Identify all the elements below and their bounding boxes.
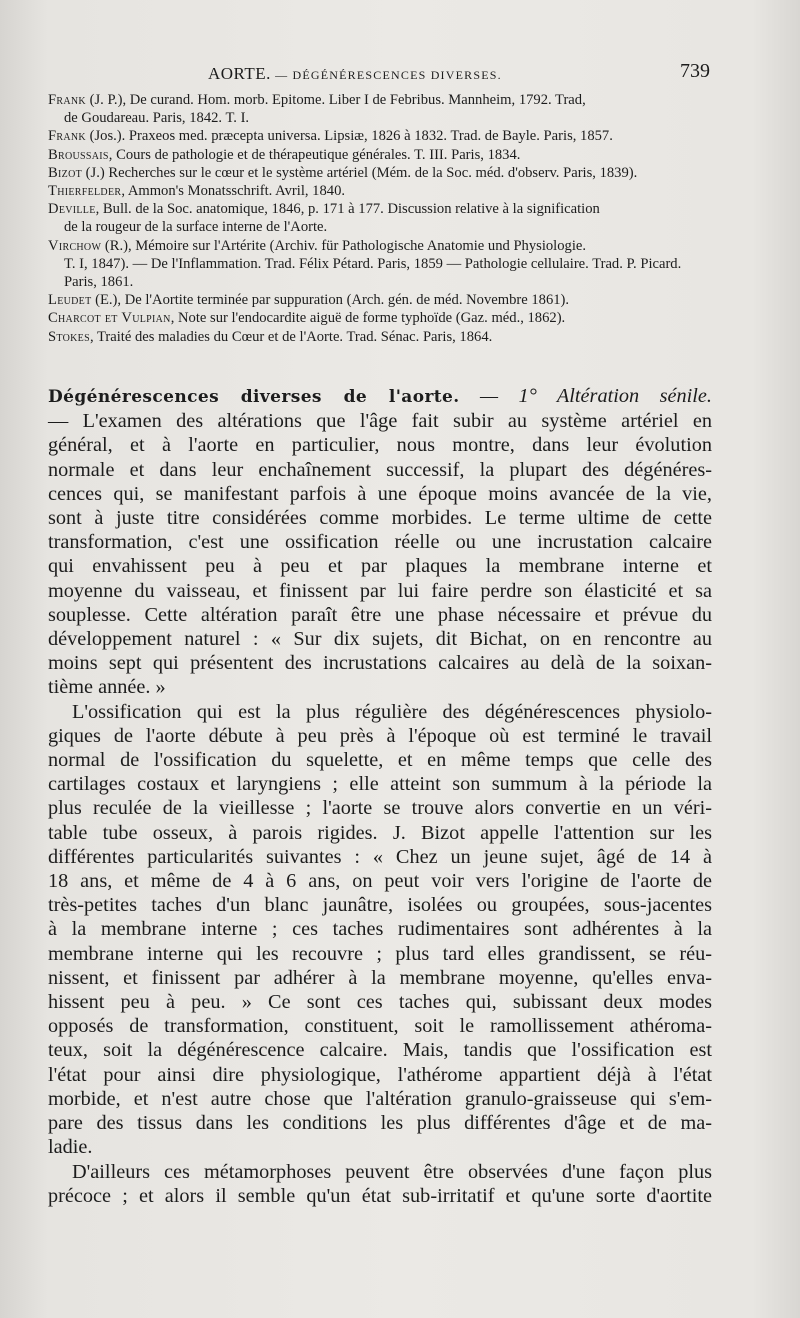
bib-author: Deville (48, 201, 96, 218)
bib-text: (J.) Recherches sur le cœur et le système artériel (Mém. de la Soc. méd. d'observ. Paris, 1839). (82, 164, 638, 181)
bibliography-entry (48, 146, 712, 164)
bib-author: Stokes (48, 328, 90, 345)
text-line: normal de l'ossification du squelette, et en même temps que celle des (48, 749, 712, 772)
running-title (208, 64, 502, 84)
bibliography-entry (48, 164, 712, 182)
bib-continuation: T. I, 1847). — De l'Inflammation. Trad. Félix Pétard. Paris, 1859 — Pathologie cellulaire. Trad. P. Picard. Paris, 1861. (64, 255, 682, 291)
bib-text: (J. P.), De curand. Hom. morb. Epitome. Liber I de Febribus. Mannheim, 1792. Trad, (85, 92, 586, 108)
text-line: pare des tissus dans les conditions les plus différentes d'âge et de ma- (48, 1112, 712, 1135)
page-number: 739 (680, 60, 710, 82)
text-line: membrane interne qui les recouvre ; plus tard elles grandissent, se réu- (48, 942, 712, 965)
bibliography-entry (48, 182, 712, 200)
bib-text: , Cours de pathologie et de thérapeutique générales. T. III. Paris, 1834. (108, 146, 521, 163)
bibliography-entry (48, 309, 712, 327)
text-line: cences qui, se manifestant parfois à une époque moins avancée de la vie, (48, 482, 712, 505)
text-line: plus reculée de la vieillesse ; l'aorte se trouve alors convertie en un véri- (48, 797, 712, 820)
text-line: général, et à l'aorte en particulier, nous montre, dans leur évolution (48, 434, 712, 457)
text-line: moins sept qui présentent des incrustations calcaires au delà de la soixan- (48, 652, 712, 675)
section-title: Dégénérescences diverses de l'aorte. (48, 387, 460, 407)
bib-author: Leudet (48, 292, 92, 309)
text-line: morbide, et n'est autre chose que l'altération granulo-graisseuse qui s'em- (48, 1087, 712, 1110)
bib-continuation: de Goudareau. Paris, 1842. T. I. (64, 110, 250, 127)
text-line: table tube osseux, à parois rigides. J. Bizot appelle l'attention sur les (48, 821, 712, 844)
bibliography-entry (48, 91, 712, 127)
text-line: tième année. » (48, 676, 166, 699)
text-line: différentes particularités suivantes : « Chez un jeune sujet, âgé de 14 à (48, 845, 712, 868)
text-line: normale et dans leur enchaînement successif, la plupart des dégénéres- (48, 458, 712, 481)
text-line: très-petites taches d'un blanc jaunâtre, isolées ou groupées, sous-jacentes (48, 894, 712, 917)
text-line: développement naturel : « Sur dix sujets, dit Bichat, on en rencontre au (48, 628, 712, 651)
bib-author: Broussais (48, 146, 109, 163)
text-line: qui envahissent peu à peu et par plaques la membrane interne et (48, 555, 712, 578)
running-title-main: AORTE. (208, 64, 271, 83)
bib-text: , Ammon's Monatsschrift. Avril, 1840. (121, 183, 346, 200)
text-line: cartilages costaux et laryngiens ; elle atteint son summum à la période la (48, 773, 712, 796)
text-line: D'ailleurs ces métamorphoses peuvent être observées d'une façon plus (72, 1160, 712, 1183)
bib-author: Virchow (48, 237, 102, 254)
text-line: sont à juste titre considérées comme morbides. Le terme ultime de cette (48, 507, 712, 530)
running-title-rest: — DÉGÉNÉRESCENCES DIVERSES. (270, 68, 502, 82)
bibliography-entry (48, 200, 712, 236)
bib-text: (R.), Mémoire sur l'Artérite (Archiv. für Pathologische Anatomie und Physiologie. (101, 237, 587, 254)
bibliography-entry (48, 291, 712, 309)
text-line: transformation, c'est une ossification réelle ou une incrustation calcaire (48, 531, 712, 554)
section-heading-line (48, 384, 712, 409)
bibliography-entry (48, 328, 712, 346)
text-line: souplesse. Cette altération paraît être une phase nécessaire et prévue du (48, 603, 712, 626)
text-line: giques de l'aorte débute à peu près à l'époque où est terminé le travail (48, 724, 712, 747)
text-line: hissent peu à peu. » Ce sont ces taches qui, subissant deux modes (48, 991, 712, 1014)
section-subtitle: — 1° Altération sénile. (459, 385, 712, 407)
text-line: précoce ; et alors il semble qu'un état sub-irritatif et qu'une sorte d'aortite (48, 1184, 712, 1207)
text-line: — L'examen des altérations que l'âge fait subir au système artériel en (48, 410, 712, 433)
bib-author: Bizot (48, 164, 83, 181)
text-line: opposés de transformation, constituent, soit le ramollissement athéroma- (48, 1015, 712, 1038)
text-line: à la membrane interne ; ces taches rudimentaires sont adhérentes à la (48, 918, 712, 941)
bib-text: , Traité des maladies du Cœur et de l'Aorte. Trad. Sénac. Paris, 1864. (89, 328, 493, 345)
bib-author: Frank (48, 92, 86, 108)
text-line: moyenne du vaisseau, et finissent par lui faire perdre son élasticité et sa (48, 579, 712, 602)
text-line: l'état pour ainsi dire physiologique, l'athérome appartient déjà à l'état (48, 1063, 712, 1086)
bibliography-entry (48, 237, 712, 292)
bib-author: Charcot et Vulpian (48, 310, 171, 327)
bib-text: (E.), De l'Aortite terminée par suppuration (Arch. gén. de méd. Novembre 1861). (91, 292, 570, 309)
text-line: L'ossification qui est la plus régulière des dégénérescences physiolo- (72, 700, 712, 723)
bibliography-entry (48, 127, 712, 145)
body-text (48, 384, 712, 1208)
text-line: nissent, et finissent par adhérer à la membrane moyenne, qu'elles enva- (48, 966, 712, 989)
text-line: ladie. (48, 1136, 93, 1159)
bib-author: Frank (48, 128, 86, 145)
running-header (48, 58, 710, 88)
bib-author: Thierfelder (48, 183, 122, 200)
bibliography-list (48, 91, 712, 346)
bib-text: , Bull. de la Soc. anatomique, 1846, p. 171 à 177. Discussion relative à la signification (95, 201, 600, 218)
text-line: 18 ans, et même de 4 à 6 ans, on peut voir vers l'origine de l'aorte de (48, 870, 712, 893)
bib-text: (Jos.). Praxeos med. præcepta universa. Lipsiæ, 1826 à 1832. Trad. de Bayle. Paris, 1857. (85, 128, 613, 145)
bib-continuation: de la rougeur de la surface interne de l'Aorte. (64, 219, 328, 236)
text-line: teux, soit la dégénérescence calcaire. Mais, tandis que l'ossification est (48, 1039, 712, 1062)
bib-text: , Note sur l'endocardite aiguë de forme typhoïde (Gaz. méd., 1862). (170, 310, 566, 327)
